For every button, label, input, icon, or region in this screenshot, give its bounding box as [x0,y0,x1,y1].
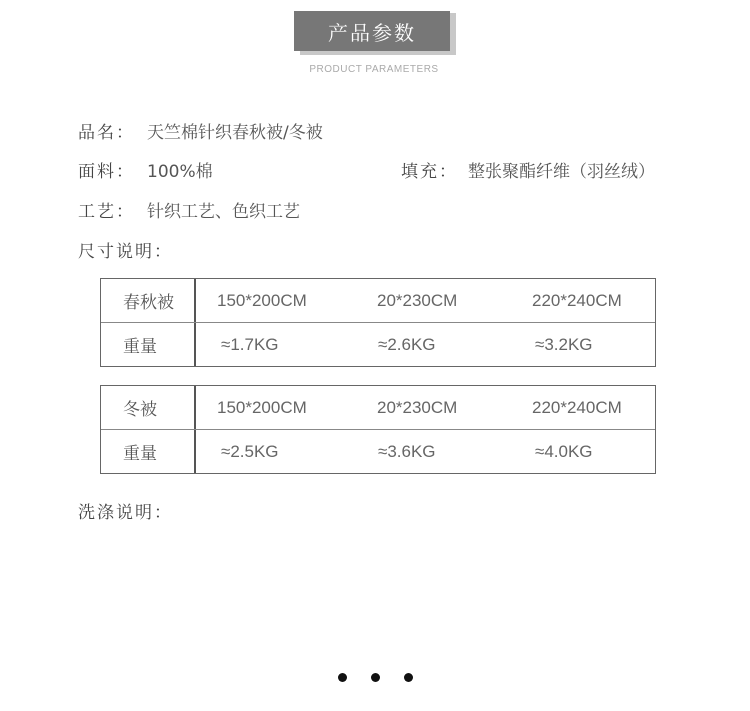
dot-icon [404,673,413,682]
size-label: 尺寸说明： [78,242,173,262]
craft-label: 工艺： [78,202,135,222]
size-cell: 220*240CM [532,290,622,310]
craft-value: 针织工艺、色织工艺 [147,202,300,222]
weight-cell: ≈3.6KG [378,441,436,461]
fill-label: 填充： [401,162,458,182]
weight-cell: ≈2.6KG [378,334,436,354]
size-cell: 220*240CM [532,397,622,417]
washing-label: 洗涤说明： [78,503,173,523]
table-row [101,386,655,429]
weight-cell: ≈2.5KG [221,441,279,461]
product-name-label: 品名： [78,123,135,143]
spring-size-table [100,278,656,367]
weight-cell: ≈1.7KG [221,334,279,354]
dot-icon [338,673,347,682]
weight-cell: ≈3.2KG [535,334,593,354]
fill-value: 整张聚酯纤维（羽丝绒） [468,162,655,182]
size-cell: 20*230CM [377,397,458,417]
weight-cell: ≈4.0KG [535,441,593,461]
size-cell: 150*200CM [217,290,307,310]
size-heading [78,237,173,262]
section-title: 产品参数 [294,11,450,51]
washing-heading [78,498,173,523]
section-subtitle: PRODUCT PARAMETERS [309,64,439,75]
fabric-label: 面料： [78,162,135,182]
size-cell: 150*200CM [217,397,307,417]
row-label: 冬被 [101,386,196,429]
product-name-line [78,118,323,143]
table-row [101,279,655,322]
pagination-dots [338,673,413,682]
size-cell: 20*230CM [377,290,458,310]
row-label: 春秋被 [101,279,196,322]
dot-icon [371,673,380,682]
fabric-line [78,157,213,182]
winter-size-table [100,385,656,474]
table-row [101,429,655,473]
product-name-value: 天竺棉针织春秋被/冬被 [147,123,323,143]
table-row [101,322,655,366]
row-label: 重量 [101,430,196,473]
fabric-value: 100%棉 [147,162,213,182]
row-label: 重量 [101,323,196,366]
fill-line [401,157,655,182]
craft-line [78,197,300,222]
